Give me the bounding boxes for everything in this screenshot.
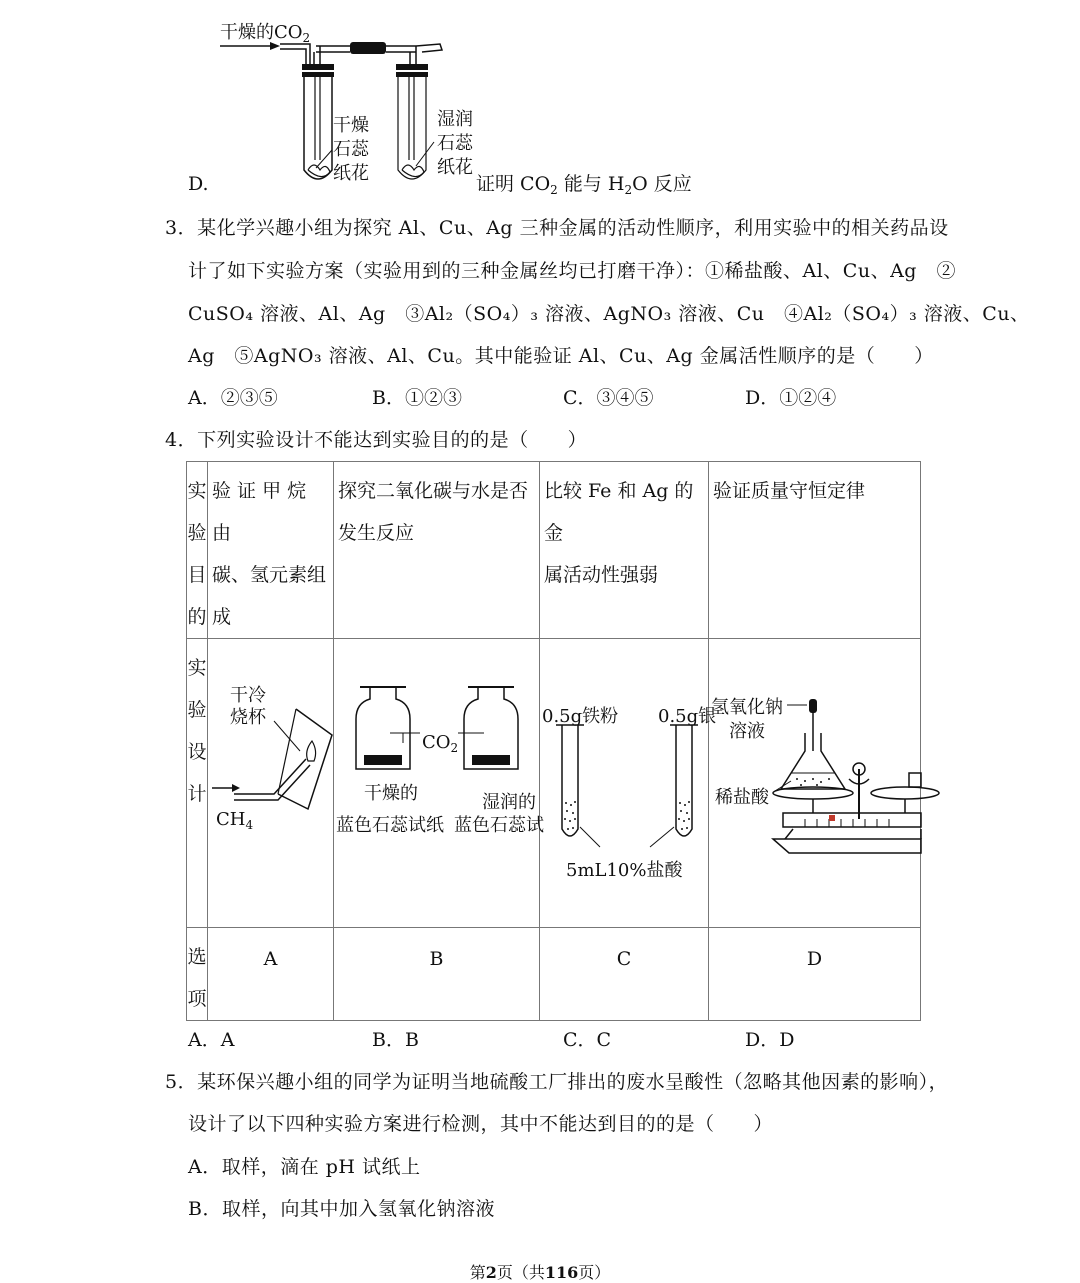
q5-line-2: 设计了以下四种实验方案进行检测，其中不能达到目的的是（ ） — [188, 1113, 774, 1135]
q4-option-b[interactable]: B．B — [372, 1029, 419, 1051]
left-tube-label — [333, 114, 369, 186]
purpose-b-line-2: 发生反应 — [338, 522, 415, 544]
footer-mid: 页（共 — [496, 1263, 545, 1282]
row2-char-3: 设 — [187, 741, 207, 763]
fig-c-silver-label: 0.5g银 — [658, 706, 717, 727]
design-d — [709, 639, 921, 928]
purpose-a-line-1: 验 证 甲 烷 由 — [212, 480, 307, 544]
purpose-c-line-1: 比较 Fe 和 Ag 的金 — [544, 480, 694, 544]
dry-co2-sub: 2 — [302, 31, 311, 45]
caption-sub-1: 2 — [550, 183, 558, 197]
caption-sub-2: 2 — [624, 183, 633, 197]
fig-d-naoh-1: 氢氧化钠 — [711, 697, 783, 718]
q5-line-1: 5．某环保兴趣小组的同学为证明当地硫酸工厂排出的废水呈酸性（忽略其他因素的影响）， — [165, 1071, 949, 1093]
purpose-a-line-3: 成 — [212, 606, 232, 628]
fig-d-hcl-label: 稀盐酸 — [715, 787, 769, 808]
design-row — [187, 639, 921, 928]
design-row-header — [187, 639, 208, 928]
footer-pre: 第 — [469, 1263, 486, 1282]
right-tube-label-2: 石蕊 — [437, 133, 473, 154]
q5-option-a[interactable]: A．取样，滴在 pH 试纸上 — [188, 1156, 421, 1178]
q3-line-1: 3．某化学兴趣小组为探究 Al、Cu、Ag 三种金属的活动性顺序，利用实验中的相关药品设 — [165, 217, 949, 239]
left-tube-label-2: 石蕊 — [333, 139, 369, 160]
q3-line-3: CuSO₄ 溶液、Al、Ag ③Al₂（SO₄）₃ 溶液、AgNO₃ 溶液、Cu ④Al₂（SO₄）₃ 溶液、Cu、 — [188, 303, 1030, 325]
q4-stem: 4．下列实验设计不能达到实验目的的是（ ） — [165, 429, 588, 451]
row1-char-1: 实 — [187, 480, 207, 502]
q3-line-4: Ag ⑤AgNO₃ 溶液、Al、Cu。其中能验证 Al、Cu、Ag 金属活性顺序的是（ ） — [188, 345, 934, 367]
purpose-b-line-1: 探究二氧化碳与水是否 — [338, 480, 529, 502]
option-cell-b: B — [334, 928, 540, 1021]
fig-b-gas-formula: CO — [422, 732, 451, 753]
experiment-table — [186, 461, 921, 1021]
row2-char-1: 实 — [187, 657, 207, 679]
fig-a-label-2: 烧杯 — [230, 707, 266, 728]
q5-option-b[interactable]: B．取样，向其中加入氢氧化钠溶液 — [188, 1198, 495, 1220]
row2-char-4: 计 — [187, 783, 207, 805]
row1-char-2: 验 — [187, 522, 207, 544]
purpose-b — [334, 462, 540, 639]
dry-co2-formula: CO — [274, 22, 303, 43]
fig-b-left-2: 蓝色石蕊试纸 — [336, 815, 444, 836]
purpose-c — [540, 462, 709, 639]
q3-option-b[interactable]: B．①②③ — [372, 387, 462, 409]
row3-char-2: 项 — [187, 988, 207, 1010]
design-b — [334, 639, 544, 928]
fig-b-right-1: 湿润的 — [482, 792, 536, 813]
fig-b-left-label — [364, 782, 418, 805]
dry-co2-label-prefix: 干燥的 — [220, 22, 274, 43]
fig-d-naoh-2: 溶液 — [729, 721, 765, 742]
fig-a-label-1: 干冷 — [230, 685, 266, 706]
caption-part-b: 能与 H — [557, 173, 625, 195]
purpose-a-line-2: 碳、氢元素组 — [212, 564, 327, 586]
option-row — [187, 928, 921, 1021]
fig-b-right-2: 蓝色石蕊试 — [454, 815, 544, 836]
caption-part-a: 证明 CO — [476, 173, 551, 195]
fig-a-gas-label — [216, 799, 253, 841]
footer-post: 页） — [578, 1263, 611, 1282]
option-cell-c: C — [540, 928, 709, 1021]
purpose-c-line-2: 属活动性强弱 — [544, 564, 659, 586]
footer-page-number: 2 — [485, 1263, 497, 1282]
q4-option-c[interactable]: C．C — [563, 1029, 612, 1051]
fig-b-gas-label — [422, 722, 458, 764]
q4-option-d[interactable]: D．D — [745, 1029, 795, 1051]
row2-char-2: 验 — [187, 699, 207, 721]
purpose-d — [709, 462, 921, 639]
purpose-row — [187, 462, 921, 639]
option-cell-a: A — [208, 928, 334, 1021]
left-tube-label-3: 纸花 — [333, 163, 369, 184]
q2-option-d-letter: D. — [188, 173, 209, 195]
design-c — [540, 639, 717, 928]
q3-option-a[interactable]: A．②③⑤ — [188, 387, 278, 409]
option-cell-d: D — [709, 928, 921, 1021]
fig-b-gas-sub: 2 — [450, 741, 459, 755]
option-row-header — [187, 928, 208, 1021]
page-footer — [0, 1260, 1080, 1283]
purpose-row-header — [187, 462, 208, 639]
row3-char-1: 选 — [187, 946, 207, 968]
balance-diagram — [709, 639, 921, 928]
row1-char-3: 目 — [187, 564, 207, 586]
fig-b-left-1: 干燥的 — [364, 783, 418, 804]
purpose-d-line-1: 验证质量守恒定律 — [713, 480, 866, 502]
right-tube-label — [437, 108, 473, 180]
caption-part-c: O 反应 — [632, 173, 692, 195]
q3-line-2: 计了如下实验方案（实验用到的三种金属丝均已打磨干净）：①稀盐酸、Al、Cu、Ag ② — [188, 260, 956, 282]
q3-option-d[interactable]: D．①②④ — [745, 387, 837, 409]
methane-burning-diagram — [208, 639, 334, 928]
row1-char-4: 的 — [187, 606, 207, 628]
fig-c-acid-label: 5mL10%盐酸 — [566, 860, 683, 881]
fig-a-gas-sub: 4 — [245, 818, 254, 832]
design-a — [208, 639, 334, 928]
fig-c-iron-label: 0.5g铁粉 — [542, 706, 619, 727]
left-tube-label-1: 干燥 — [333, 115, 369, 136]
q4-option-a[interactable]: A．A — [188, 1029, 235, 1051]
q2-option-d-caption — [476, 172, 692, 196]
fig-a-gas-formula: CH — [216, 809, 246, 830]
right-tube-label-3: 纸花 — [437, 157, 473, 178]
footer-total-pages: 116 — [544, 1263, 579, 1282]
right-tube-label-1: 湿润 — [437, 109, 473, 130]
purpose-a — [208, 462, 334, 639]
q3-option-c[interactable]: C．③④⑤ — [563, 387, 654, 409]
